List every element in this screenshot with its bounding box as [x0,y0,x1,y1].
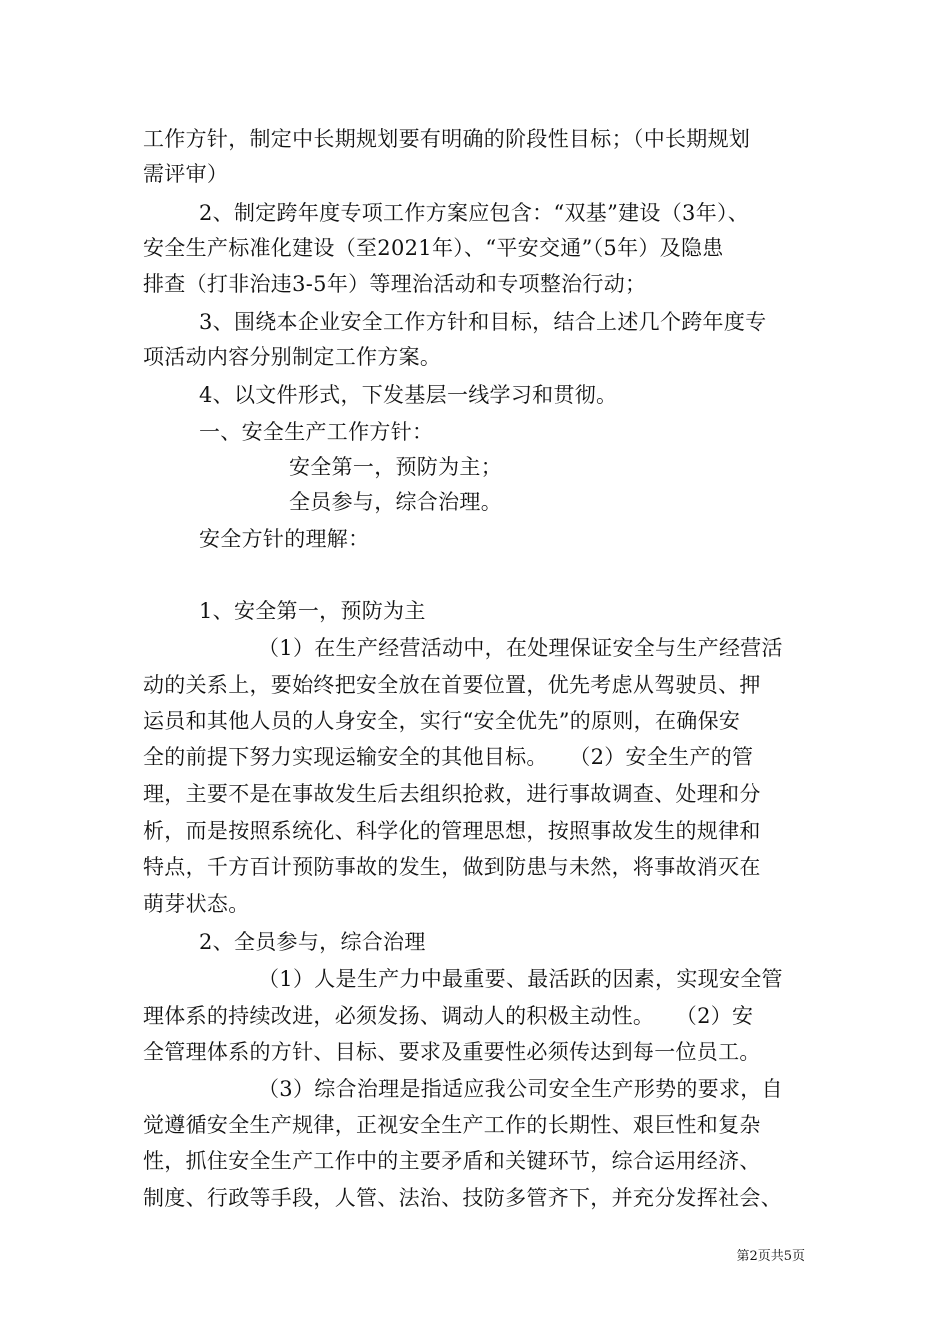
text-line: 特点，千方百计预防事故的发生，做到防患与未然，将事故消灭在 [143,855,761,879]
text-line: 萌芽状态。 [143,892,250,916]
subsection-heading: 1、安全第一，预防为主 [199,599,426,623]
text-line: 排查（打非治违3-5年）等理治活动和专项整治行动； [143,272,647,296]
text-line: 析，而是按照系统化、科学化的管理思想，按照事故发生的规律和 [143,819,761,843]
text-line: （1）在生产经营活动中，在处理保证安全与生产经营活 [258,636,783,660]
text-line: 理体系的持续改进，必须发扬、调动人的积极主动性。 （2）安 [143,1004,754,1028]
subsection-heading: 2、全员参与，综合治理 [199,930,426,954]
text-line: （1）人是生产力中最重要、最活跃的因素，实现安全管 [258,967,783,991]
text-line: 需评审） [143,162,229,186]
policy-line: 全员参与，综合治理。 [289,490,502,514]
text-line: 安全生产标准化建设（至2021年）、“平安交通”（5年）及隐患 [143,236,724,260]
text-line: 4、以文件形式，下发基层一线学习和贯彻。 [199,383,618,407]
text-line: 动的关系上，要始终把安全放在首要位置，优先考虑从驾驶员、押 [143,673,761,697]
text-line: 全管理体系的方针、目标、要求及重要性必须传达到每一位员工。 [143,1040,761,1064]
text-line: 全的前提下努力实现运输安全的其他目标。 （2）安全生产的管 [143,745,754,769]
text-line: 3、围绕本企业安全工作方针和目标，结合上述几个跨年度专 [199,310,767,334]
text-line: （3）综合治理是指适应我公司安全生产形势的要求，自 [258,1077,783,1101]
text-line: 安全方针的理解： [199,527,370,551]
section-heading: 一、安全生产工作方针： [199,420,434,444]
page-number: 第2页共5页 [736,1249,805,1264]
text-line: 理，主要不是在事故发生后去组织抢救，进行事故调查、处理和分 [143,782,761,806]
text-line: 觉遵循安全生产规律，正视安全生产工作的长期性、艰巨性和复杂 [143,1113,761,1137]
text-line: 项活动内容分别制定工作方案。 [143,345,442,369]
policy-line: 安全第一，预防为主； [289,455,502,479]
text-line: 工作方针，制定中长期规划要有明确的阶段性目标；（中长期规划 [143,127,751,151]
text-line: 运员和其他人员的人身安全，实行“安全优先”的原则，在确保安 [143,709,741,733]
text-line: 制度、行政等手段，人管、法治、技防多管齐下，并充分发挥社会、 [143,1186,782,1210]
text-line: 性，抓住安全生产工作中的主要矛盾和关键环节，综合运用经济、 [143,1149,761,1173]
text-line: 2、制定跨年度专项工作方案应包含：“双基”建设（3年）、 [199,201,750,225]
